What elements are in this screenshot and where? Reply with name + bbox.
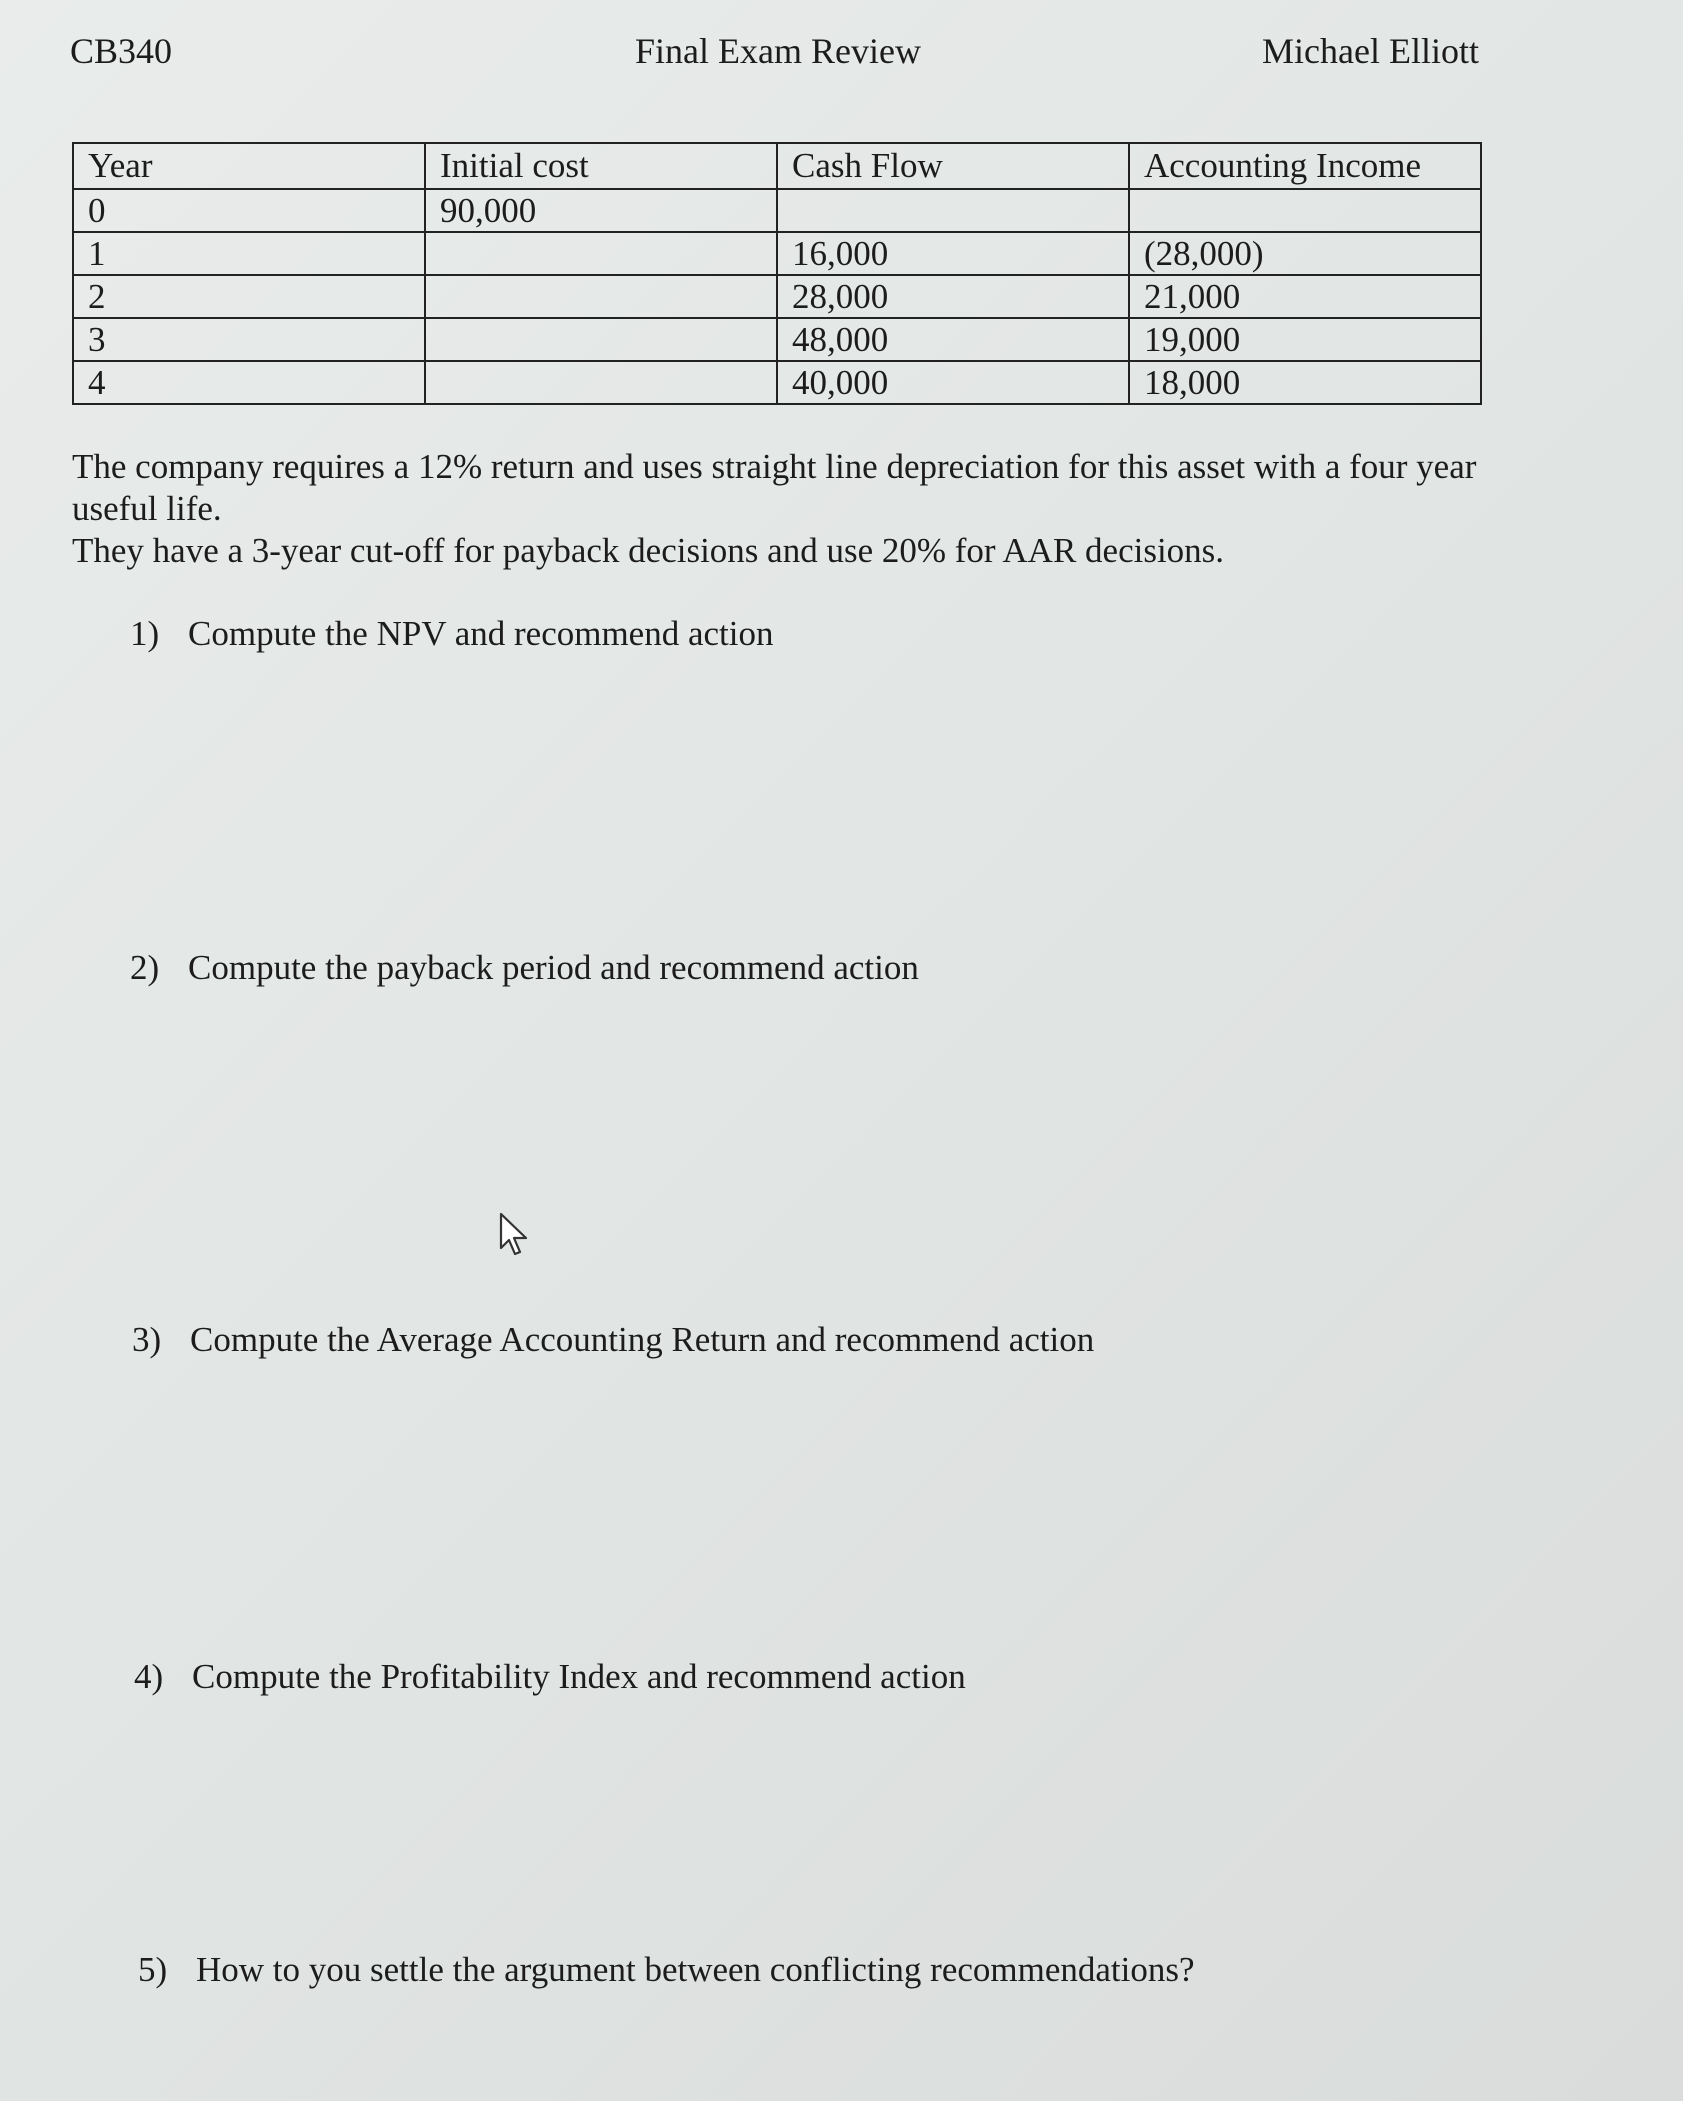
table-row [73,318,1481,361]
page-header [70,30,1483,80]
table-row [73,189,1481,232]
table-row [73,361,1481,404]
cell-accounting-income: 18,000 [1129,361,1481,404]
question-number: 1) [130,614,160,653]
mouse-pointer-icon [498,1212,532,1258]
question-text: How to you settle the argument between conflicting recommendations? [196,1950,1195,1989]
cell-cash-flow: 16,000 [777,232,1129,275]
column-header-year: Year [73,143,425,189]
question-number: 4) [134,1657,164,1696]
question-text: Compute the NPV and recommend action [188,614,774,653]
cell-initial-cost: 90,000 [425,189,777,232]
cell-accounting-income [1129,189,1481,232]
cell-cash-flow: 40,000 [777,361,1129,404]
cell-accounting-income: 19,000 [1129,318,1481,361]
cell-initial-cost [425,318,777,361]
author-name: Michael Elliott [1262,31,1479,71]
cell-year: 2 [73,275,425,318]
table-header-row [73,143,1481,189]
table-row [73,232,1481,275]
question-1 [130,614,773,654]
question-text: Compute the payback period and recommend action [188,948,919,987]
description-line-requirements: The company requires a 12% return and uses straight line depreciation for this asset with a four year useful life. [72,447,1477,528]
cell-year: 3 [73,318,425,361]
cell-cash-flow: 48,000 [777,318,1129,361]
cell-accounting-income: 21,000 [1129,275,1481,318]
question-number: 2) [130,948,160,987]
column-header-cash-flow: Cash Flow [777,143,1129,189]
question-2 [130,948,919,988]
cell-year: 4 [73,361,425,404]
cash-flow-table [72,142,1482,405]
question-text: Compute the Average Accounting Return and recommend action [190,1320,1095,1359]
cell-accounting-income: (28,000) [1129,232,1481,275]
question-number: 5) [138,1950,168,1989]
table-row [73,275,1481,318]
cell-year: 0 [73,189,425,232]
cell-initial-cost [425,232,777,275]
cell-initial-cost [425,361,777,404]
question-4 [134,1657,966,1697]
problem-description [72,446,1482,572]
cell-cash-flow: 28,000 [777,275,1129,318]
question-number: 3) [132,1320,162,1359]
column-header-initial-cost: Initial cost [425,143,777,189]
cell-initial-cost [425,275,777,318]
course-code: CB340 [70,31,173,71]
document-title: Final Exam Review [635,31,921,71]
question-3 [132,1320,1094,1360]
column-header-accounting-income: Accounting Income [1129,143,1481,189]
question-text: Compute the Profitability Index and recommend action [192,1657,966,1696]
description-line-cutoffs: They have a 3-year cut-off for payback decisions and use 20% for AAR decisions. [72,531,1225,570]
cell-year: 1 [73,232,425,275]
question-5 [138,1950,1195,1990]
cell-cash-flow [777,189,1129,232]
